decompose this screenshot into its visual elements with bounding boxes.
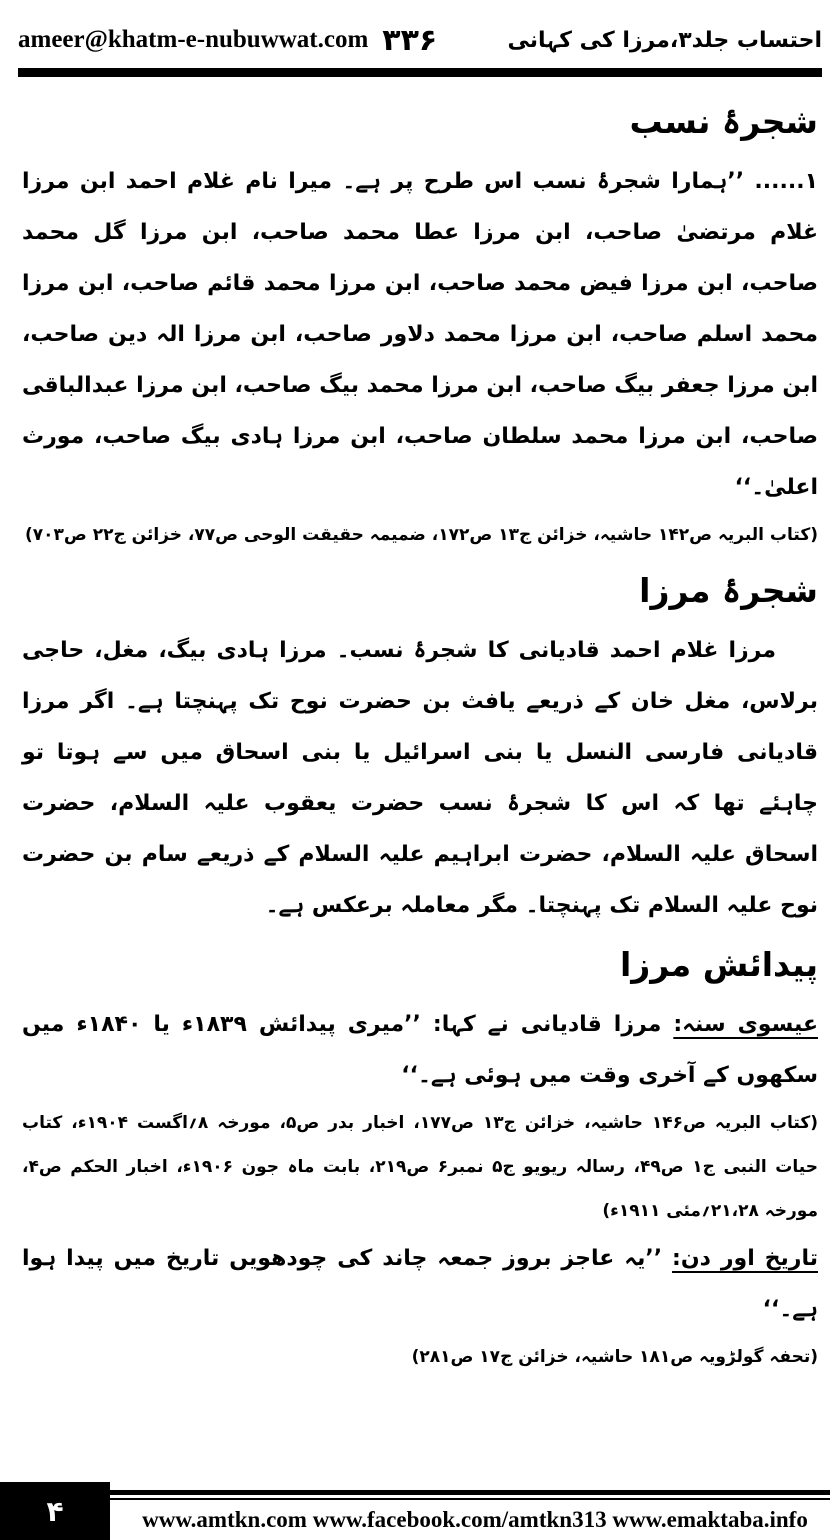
section-heading-mirza-lineage: شجرۂ مرزا	[639, 571, 818, 610]
section-body-mirza-lineage: مرزا غلام احمد قادیانی کا شجرۂ نسب۔ مرزا ہادی بیگ، مغل، حاجی برلاس، مغل خان کے ذریعے یافث بن حضرت نوح تک پہنچتا ہے۔ اگر مرزا قادیانی فارسی النسل یا بنی اسرائیل یا بنی اسحاق میں سے ہوتا تو چاہئے تھا کہ اس کا شجرۂ نسب حضرت یعقوب علیہ السلام، حضرت اسحاق علیہ السلام، حضرت ابراہیم علیہ السلام کے ذریعے سام بن حضرت نوح علیہ السلام تک پہنچتا۔ مگر معاملہ برعکس ہے۔	[22, 638, 818, 918]
birth-date-text: ’’یہ عاجز بروز جمعہ چاند کی چودھویں تاریخ میں پیدا ہوا ہے۔‘‘	[22, 1246, 818, 1322]
birth-year-text: مرزا قادیانی نے کہا: ’’میری پیدائش ۱۸۳۹ء یا ۱۸۴۰ء میں سکھوں کے آخری وقت میں ہوئی ہے۔‘‘	[22, 1012, 818, 1088]
footer-rule-thin	[110, 1498, 830, 1500]
section-heading-lineage: شجرۂ نسب	[629, 102, 818, 141]
reference-lineage: (کتاب البریہ ص۱۴۲ حاشیہ، خزائن ج۱۳ ص۱۷۲، ضمیمہ حقیقت الوحی ص۷۷، خزائن ج۲۲ ص۷۰۳)	[25, 525, 818, 545]
birth-date-paragraph	[22, 1233, 818, 1335]
reference-birth-year: (کتاب البریہ ص۱۴۶ حاشیہ، خزائن ج۱۳ ص۱۷۷، اخبار بدر ص۵، مورخہ ۸؍اگست ۱۹۰۴ء، کتاب حیات النبی ج۱ ص۴۹، رسالہ ریویو ج۵ نمبر۶ ص۲۱۹، بابت ماہ جون ۱۹۰۶ء، اخبار الحکم ص۴، مورخہ ۲۱،۲۸؍مئی ۱۹۱۱ء)	[22, 1113, 818, 1221]
section-heading-birth: پیدائش مرزا	[619, 945, 818, 984]
footer-links: www.amtkn.com www.facebook.com/amtkn313 www.emaktaba.info	[142, 1507, 808, 1532]
section-body-lineage: ۱...... ’’ہمارا شجرۂ نسب اس طرح پر ہے۔ میرا نام غلام احمد ابن مرزا غلام مرتضیٰ صاحب، ابن مرزا عطا محمد صاحب، ابن مرزا گل محمد صاحب، ابن مرزا فیض محمد صاحب، ابن مرزا محمد قائم صاحب، ابن مرزا محمد اسلم صاحب، ابن مرزا محمد دلاور صاحب، ابن مرزا الہ دین صاحب، ابن مرزا جعفر بیگ صاحب، ابن مرزا محمد بیگ صاحب، ابن مرزا عبدالباقی صاحب، ابن مرزا محمد سلطان صاحب، ابن مرزا ہادی بیگ صاحب، مورث اعلیٰ۔‘‘	[22, 169, 818, 500]
footer-page-number: ۴	[0, 1482, 110, 1540]
page-content	[22, 88, 818, 1428]
header-book-title: احتساب جلد۳،مرزا کی کہانی	[507, 27, 822, 53]
header-left	[18, 23, 437, 58]
birth-year-paragraph	[22, 999, 818, 1101]
footer-rule-thick	[110, 1490, 830, 1495]
reference-birth-date: (تحفہ گولڑویہ ص۱۸۱ حاشیہ، خزائن ج۱۷ ص۲۸۱)	[411, 1347, 818, 1367]
header-rule	[18, 68, 822, 77]
header-email: ameer@khatm-e-nubuwwat.com	[18, 26, 369, 53]
page-header	[18, 18, 822, 62]
birth-year-label: عیسوی سنہ:	[673, 1012, 818, 1037]
header-page-number: ۳۳۶	[382, 22, 438, 58]
birth-date-label: تاریخ اور دن:	[672, 1246, 818, 1271]
